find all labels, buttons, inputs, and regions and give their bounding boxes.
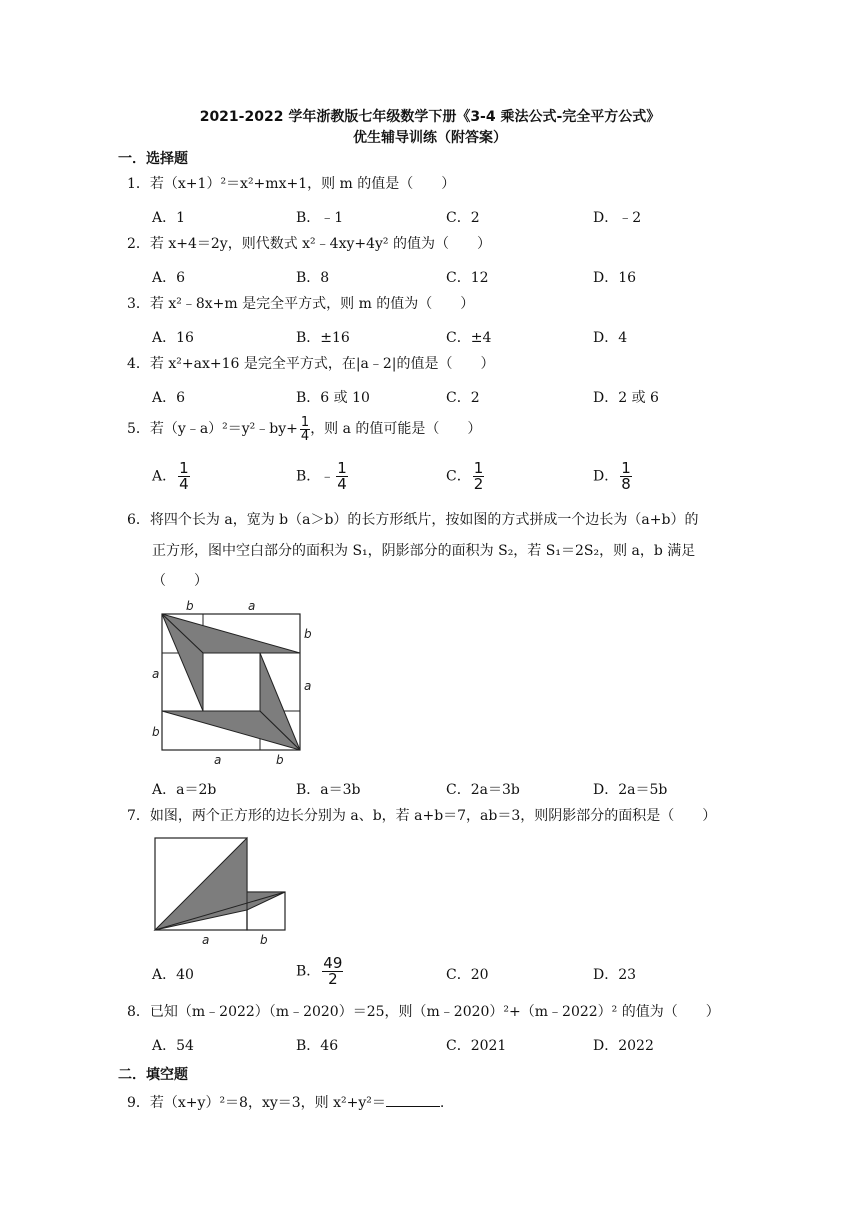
q6-figure	[148, 598, 318, 770]
q7-b-fraction	[322, 956, 343, 987]
q3-option-b[interactable]: B．±16	[296, 330, 350, 346]
q3-option-c[interactable]: C．±4	[446, 330, 492, 346]
q1-option-d[interactable]: D．﹣2	[593, 210, 642, 226]
question-4: 4．若 x²+ax+16 是完全平方式，在|a﹣2|的值是（ ）	[127, 356, 495, 372]
q7-option-c[interactable]: C．20	[446, 967, 489, 983]
q3-option-d[interactable]: D．4	[593, 330, 628, 346]
q7-label-b: b	[260, 933, 268, 947]
question-1: 1．若（x+1）²＝x²+mx+1，则 m 的值是（ ）	[127, 176, 456, 192]
q5-b-den: 4	[337, 475, 347, 493]
question-6-line-2: 正方形，图中空白部分的面积为 S₁，阴影部分的面积为 S₂，若 S₁＝2S₂，则 a，b 满足	[152, 543, 696, 559]
q5-a-label: A．	[152, 468, 177, 485]
q5-d-num: 1	[621, 459, 631, 477]
q5-option-a[interactable]	[152, 461, 190, 492]
q6-label: b	[276, 753, 284, 767]
q2-option-c[interactable]: C．12	[446, 270, 489, 286]
q5-c-num: 1	[473, 459, 484, 477]
q5-a-den: 4	[179, 475, 189, 493]
q7-option-d[interactable]: D．23	[593, 967, 637, 983]
q8-option-b[interactable]: B．46	[296, 1038, 339, 1054]
q5-option-b[interactable]	[296, 461, 348, 492]
q5-c-label: C．	[446, 468, 471, 485]
q5-c-den: 2	[473, 475, 484, 493]
question-9	[127, 1088, 747, 1118]
q7-b-label: B．	[296, 963, 321, 980]
q5-c-fraction	[473, 461, 485, 492]
q7-figure	[150, 834, 290, 950]
q6-label: b	[304, 627, 312, 641]
q2-option-b[interactable]: B．8	[296, 270, 330, 286]
section-choice-heading: 一．选择题	[118, 151, 188, 167]
q5-b-sign: ﹣	[320, 468, 335, 485]
q1-option-b[interactable]: B．﹣1	[296, 210, 344, 226]
q5-frac-den: 4	[300, 428, 310, 444]
q6-option-a[interactable]: A．a＝2b	[152, 782, 217, 798]
section-fill-heading: 二．填空题	[118, 1067, 188, 1083]
q5-d-fraction	[620, 461, 632, 492]
q4-option-a[interactable]: A．6	[152, 390, 186, 406]
q5-a-fraction	[178, 461, 190, 492]
q5-a-num: 1	[179, 459, 189, 477]
q4-option-b[interactable]: B．6 或 10	[296, 390, 370, 406]
question-6-line-3: （ ）	[152, 573, 208, 589]
q2-option-a[interactable]: A．6	[152, 270, 186, 286]
q5-b-fraction	[336, 461, 348, 492]
q5-b-label: B．	[296, 468, 321, 485]
q9-text: 9．若（x+y）²＝8，xy＝3，则 x²+y²＝	[127, 1095, 386, 1111]
q1-option-a[interactable]: A．1	[152, 210, 186, 226]
q5-frac-num: 1	[300, 414, 310, 430]
question-3: 3．若 x²﹣8x+m 是完全平方式，则 m 的值为（ ）	[127, 296, 475, 312]
q9-answer-blank[interactable]	[386, 1092, 440, 1107]
q5-option-c[interactable]	[446, 461, 484, 492]
q1-option-c[interactable]: C．2	[446, 210, 480, 226]
q6-option-b[interactable]: B．a＝3b	[296, 782, 361, 798]
question-6-line-1: 6．将四个长为 a，宽为 b（a＞b）的长方形纸片，按如图的方式拼成一个边长为（a+b）的	[127, 512, 699, 528]
q5-b-num: 1	[337, 459, 347, 477]
q6-label: b	[152, 725, 160, 739]
question-8: 8．已知（m﹣2022）（m﹣2020）＝25，则（m﹣2020）²+（m﹣2022）² 的值为（ ）	[127, 1004, 720, 1020]
q5-fraction	[300, 416, 310, 443]
q8-option-a[interactable]: A．54	[152, 1038, 194, 1054]
q5-text-after: ，则 a 的值可能是（ ）	[310, 421, 482, 437]
q5-d-label: D．	[593, 468, 619, 485]
q4-option-c[interactable]: C．2	[446, 390, 480, 406]
q6-option-d[interactable]: D．2a＝5b	[593, 782, 668, 798]
q6-label: b	[186, 599, 194, 613]
question-7: 7．如图，两个正方形的边长分别为 a、b，若 a+b＝7，ab＝3，则阴影部分的面积是（ ）	[127, 808, 717, 824]
q2-option-d[interactable]: D．16	[593, 270, 637, 286]
q7-option-b[interactable]	[296, 956, 343, 987]
q4-option-d[interactable]: D．2 或 6	[593, 390, 659, 406]
q7-option-a[interactable]: A．40	[152, 967, 194, 983]
q7-b-num: 49	[323, 954, 343, 972]
question-5	[127, 414, 747, 444]
q7-b-den: 2	[328, 970, 338, 988]
q6-label: a	[152, 667, 160, 681]
question-2: 2．若 x+4＝2y，则代数式 x²﹣4xy+4y² 的值为（ ）	[127, 236, 491, 252]
doc-title: 2021-2022 学年浙教版七年级数学下册《3-4 乘法公式-完全平方公式》	[199, 109, 661, 125]
doc-subtitle: 优生辅导训练（附答案）	[353, 130, 507, 146]
q5-d-den: 8	[621, 475, 631, 493]
q6-label: a	[214, 753, 222, 767]
q6-label: a	[304, 679, 312, 693]
q5-text-before: 5．若（y﹣a）²＝y²﹣by+	[127, 421, 298, 437]
q5-option-d[interactable]	[593, 461, 632, 492]
q3-option-a[interactable]: A．16	[152, 330, 194, 346]
q7-label-a: a	[202, 933, 210, 947]
q8-option-d[interactable]: D．2022	[593, 1038, 654, 1054]
q6-label: a	[248, 599, 256, 613]
q6-option-c[interactable]: C．2a＝3b	[446, 782, 520, 798]
q9-end: .	[439, 1095, 445, 1111]
q8-option-c[interactable]: C．2021	[446, 1038, 507, 1054]
